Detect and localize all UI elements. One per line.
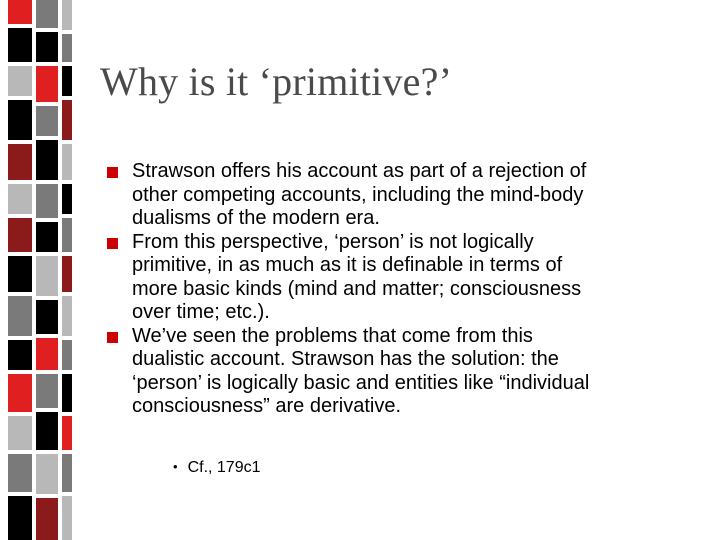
strip-block: [62, 100, 72, 140]
strip-block: [36, 374, 58, 408]
strip-block: [62, 416, 72, 450]
strip-block: [8, 0, 32, 24]
strip-block: [36, 454, 58, 494]
bullet-text-line: consciousness” are derivative.: [132, 395, 402, 417]
bullet-text-line: Strawson offers his account as part of a rejection of: [132, 160, 587, 182]
slide-title: Why is it ‘primitive?’: [100, 59, 453, 104]
strip-block: [36, 222, 58, 252]
strip-block: [36, 106, 58, 136]
strip-block: [8, 66, 32, 96]
strip-block: [62, 256, 72, 292]
bullet-item: [107, 160, 707, 231]
strip-block: [62, 144, 72, 180]
strip-block: [8, 144, 32, 180]
strip-block: [62, 0, 72, 30]
bullet-text-line: other competing accounts, including the mind-body: [132, 183, 584, 206]
strip-block: [36, 66, 58, 102]
strip-block: [62, 496, 72, 540]
strip-block: [36, 412, 58, 450]
strip-block: [36, 184, 58, 218]
strip-block: [8, 218, 32, 252]
strip-block: [8, 416, 32, 450]
strip-block: [36, 0, 58, 28]
strip-block: [8, 374, 32, 412]
bullet-text-line: more basic kinds (mind and matter; consciousness: [132, 277, 582, 300]
strip-block: [36, 498, 58, 540]
square-bullet-icon: [107, 238, 118, 249]
strip-block: [62, 184, 72, 214]
strip-block: [62, 296, 72, 336]
strip-block: [8, 100, 32, 140]
strip-block: [36, 140, 58, 180]
strip-block: [8, 184, 32, 214]
strip-block: [62, 340, 72, 370]
strip-block: [62, 218, 72, 252]
bullet-text-line: over time; etc.).: [132, 301, 270, 323]
strip-block: [8, 296, 32, 336]
decorative-left-strip: [0, 0, 75, 540]
bullet-item: [107, 325, 707, 419]
strip-block: [62, 66, 72, 96]
sub-bullet-text: Cf., 179c1: [187, 459, 261, 476]
bullet-text-line: dualisms of the modern era.: [132, 207, 380, 229]
strip-block: [36, 300, 58, 334]
strip-block: [62, 34, 72, 62]
strip-block: [8, 256, 32, 292]
strip-block: [36, 338, 58, 370]
strip-block: [62, 454, 72, 492]
dot-bullet-icon: •: [173, 459, 178, 474]
bullet-item: [107, 231, 707, 325]
bullet-text-line: ‘person’ is logically basic and entities like “individual: [132, 371, 590, 394]
strip-block: [36, 32, 58, 62]
sub-bullet-item: [173, 459, 261, 477]
strip-block: [62, 374, 72, 412]
strip-block: [36, 256, 58, 296]
square-bullet-icon: [107, 167, 118, 178]
bullet-text-line: We’ve seen the problems that come from this: [132, 324, 533, 347]
strip-block: [8, 340, 32, 370]
bullet-text-line: From this perspective, ‘person’ is not logically: [132, 230, 534, 253]
strip-block: [8, 28, 32, 62]
bullet-text-line: primitive, in as much as it is definable in terms of: [132, 254, 563, 276]
strip-block: [8, 454, 32, 492]
bullet-text-line: dualistic account. Strawson has the solution: the: [132, 348, 559, 370]
strip-block: [8, 496, 32, 540]
square-bullet-icon: [107, 332, 118, 343]
bullet-list: [107, 160, 707, 419]
